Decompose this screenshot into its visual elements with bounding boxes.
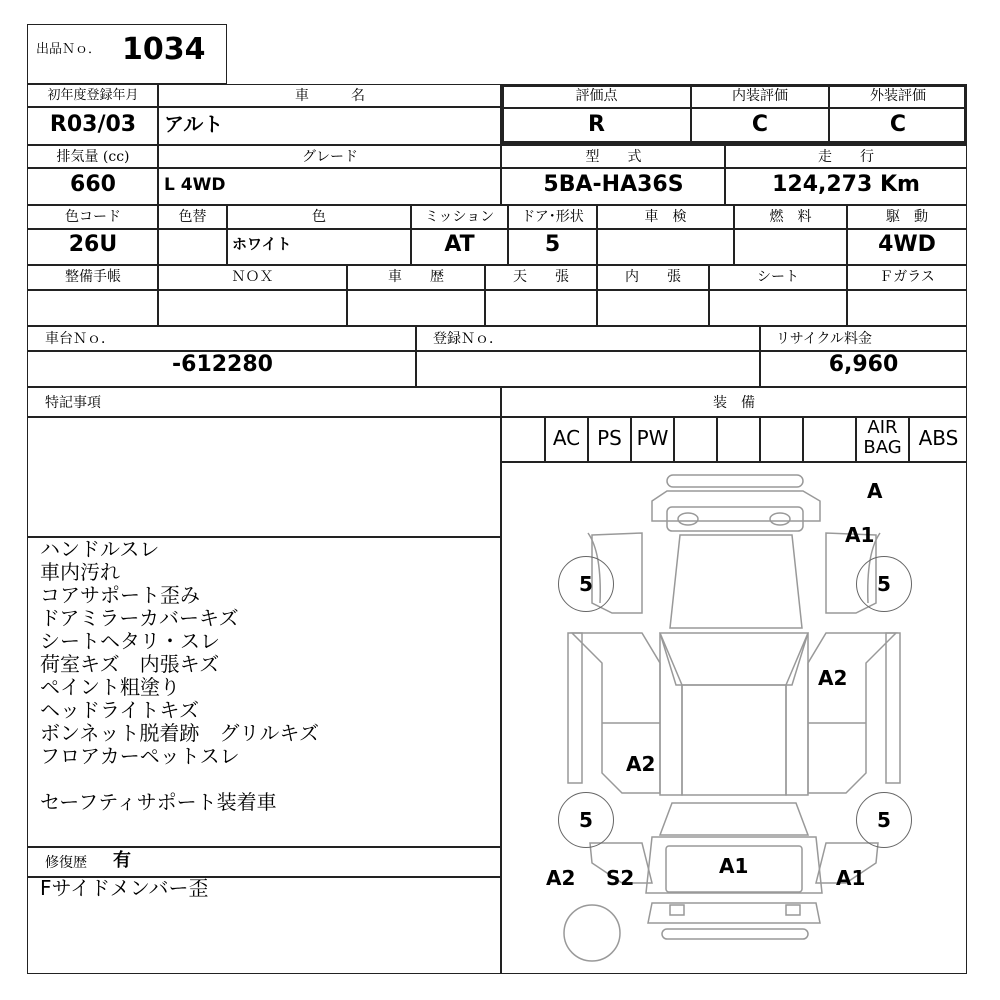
note-line: フロアカーペットスレ	[40, 744, 240, 768]
tire-front-left: 5	[558, 556, 614, 612]
interior-label: 内装評価	[732, 88, 788, 104]
damage-left-rear-bumper: A2	[546, 866, 576, 890]
fuel-label: 燃 料	[769, 209, 812, 225]
exterior-label: 外装評価	[870, 88, 926, 104]
notes-list	[40, 538, 495, 814]
equip-ps: PS	[597, 426, 622, 450]
equip-ac: AC	[552, 426, 581, 450]
damage-left-rear-quarter: S2	[606, 866, 635, 890]
repaint-label: 色替	[178, 209, 207, 225]
mileage-value: 124,273 Km	[772, 172, 920, 197]
mission-value: AT	[444, 232, 475, 257]
inspection-label: 車 検	[644, 209, 687, 225]
roof-label: 天 張	[513, 269, 569, 285]
note-line: ヘッドライトキズ	[40, 698, 199, 722]
disp-label: 排気量 (cc)	[56, 149, 130, 165]
repair-detail: Fサイドメンバー歪	[40, 876, 209, 900]
colorcode-value: 26U	[68, 232, 118, 257]
model-value: 5BA-HA36S	[543, 172, 684, 197]
damage-hood: A1	[845, 523, 875, 547]
reg-value: R03/03	[49, 112, 137, 137]
damage-left-side: A2	[626, 752, 656, 776]
note-line: ドアミラーカバーキズ	[40, 606, 239, 630]
colorcode-label: 色コード	[65, 209, 121, 225]
note-line: ペイント粗塗り	[40, 675, 180, 699]
chassis-value: -612280	[172, 352, 273, 377]
notes-label: 特記事項	[45, 395, 101, 411]
equip-airbag: AIR BAG	[863, 417, 902, 458]
door-value: 5	[544, 232, 561, 257]
interior-value: C	[751, 112, 769, 137]
note-line: セーフティサポート装着車	[40, 790, 277, 814]
repair-value: 有	[113, 850, 131, 871]
disp-value: 660	[70, 172, 116, 197]
damage-right-front: A2	[818, 666, 848, 690]
note-line: ボンネット脱着跡 グリルキズ	[40, 721, 319, 745]
seat-label: シート	[757, 269, 799, 285]
nox-label: ＮＯＸ	[231, 269, 274, 285]
grade-value: L 4WD	[164, 175, 226, 195]
note-line: シートヘタリ・スレ	[40, 629, 220, 653]
equipment-row	[501, 416, 967, 462]
exterior-value: C	[889, 112, 907, 137]
tire-rear-right: 5	[856, 792, 912, 848]
damage-rear-gate: A1	[719, 854, 749, 878]
equip-pw: PW	[636, 426, 669, 450]
damage-front-bumper: A	[867, 479, 883, 503]
note-line	[40, 768, 495, 791]
name-label: 車 名	[295, 88, 365, 104]
history-label: 車 歴	[388, 269, 444, 285]
equip-abs: ABS	[918, 426, 959, 450]
chassis-label: 車台Ｎｏ．	[45, 331, 115, 347]
note-line: コアサポート歪み	[40, 583, 200, 607]
inner-label: 内 張	[625, 269, 681, 285]
recycle-value: 6,960	[828, 352, 899, 377]
color-value: ホワイト	[232, 235, 292, 253]
glass-label: Ｆガラス	[879, 269, 935, 285]
lot-number: 1034	[122, 32, 206, 67]
tire-rear-left: 5	[558, 792, 614, 848]
recycle-label: リサイクル料金	[776, 331, 873, 347]
maint-label: 整備手帳	[65, 269, 121, 285]
damage-right-rear-bumper: A1	[836, 866, 866, 890]
mission-label: ミッション	[424, 209, 495, 225]
model-label: 型 式	[585, 149, 642, 165]
repair-label: 修復歴	[45, 855, 87, 871]
door-label: ドア･形状	[521, 209, 584, 225]
score-label: 評価点	[575, 88, 618, 104]
reg-label: 初年度登録年月	[47, 88, 139, 103]
score-value: R	[588, 112, 605, 137]
drive-value: 4WD	[878, 232, 936, 257]
regno-label: 登録Ｎｏ．	[433, 331, 503, 347]
car-diagram	[502, 463, 966, 973]
grade-label: グレード	[302, 149, 358, 165]
lot-label: 出品Ｎｏ．	[36, 42, 102, 57]
color-label: 色	[312, 209, 326, 225]
drive-label: 駆 動	[886, 209, 928, 225]
mileage-label: 走 行	[818, 149, 874, 165]
note-line: 荷室キズ 内張キズ	[40, 652, 220, 676]
name-value: アルト	[164, 112, 224, 136]
equipment-label: 装 備	[713, 395, 755, 411]
note-line: ハンドルスレ	[40, 537, 160, 561]
note-line: 車内汚れ	[40, 560, 120, 584]
tire-front-right: 5	[856, 556, 912, 612]
